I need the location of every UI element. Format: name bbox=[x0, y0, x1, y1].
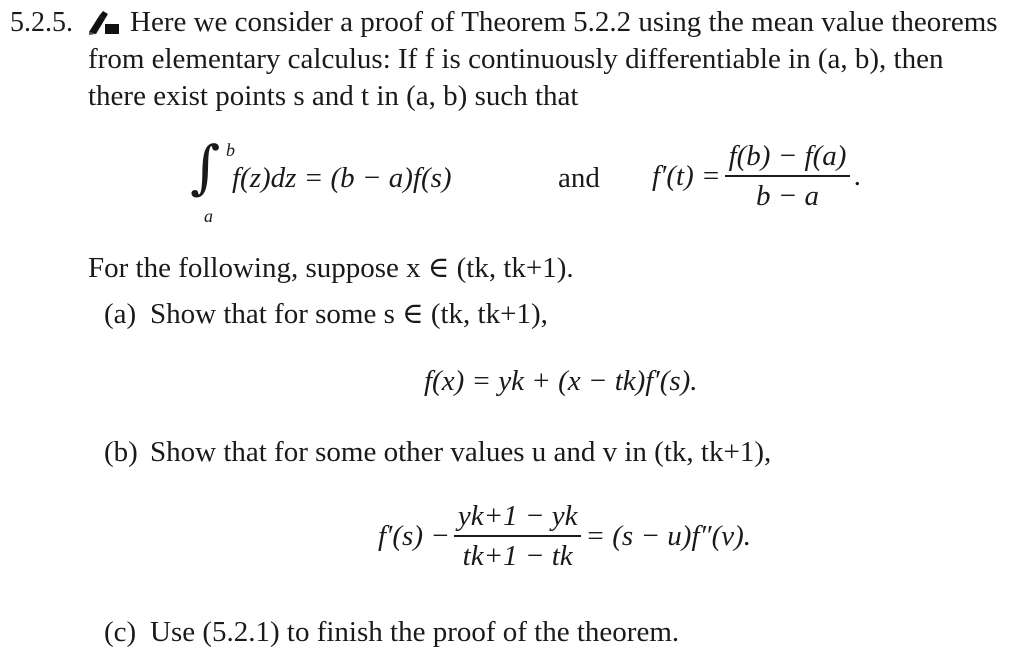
exercise-number: 5.2.5. bbox=[10, 7, 73, 38]
eq1-fraction bbox=[725, 140, 851, 212]
eq1-left-side: f(z)dz = (b − a)f(s) bbox=[232, 162, 452, 194]
part-b-label: (b) bbox=[104, 436, 138, 468]
part-c-text: Use (5.2.1) to finish the proof of the theorem. bbox=[150, 616, 680, 648]
part-b-fraction-numerator: yk+1 − yk bbox=[454, 500, 582, 537]
eq1-fraction-numerator: f(b) − f(a) bbox=[725, 140, 851, 177]
part-a-label: (a) bbox=[104, 298, 137, 330]
part-b-eq-lhs: f′(s) − bbox=[378, 519, 450, 552]
part-a-equation: f(x) = yk + (x − tk)f′(s). bbox=[424, 365, 698, 397]
integral-upper-limit: b bbox=[226, 140, 235, 160]
suppose-line: For the following, suppose x ∈ (tk, tk+1). bbox=[88, 252, 574, 284]
pencil-icon bbox=[87, 10, 121, 36]
integral-sign: ∫ bbox=[190, 133, 221, 201]
intro-line-2: from elementary calculus: If f is continuously differentiable in (a, b), then bbox=[88, 43, 944, 75]
eq1-and: and bbox=[558, 162, 600, 194]
eq1-right-side bbox=[652, 140, 862, 212]
eq1-period: . bbox=[854, 159, 862, 192]
part-b-text: Show that for some other values u and v in (tk, tk+1), bbox=[150, 436, 772, 468]
part-b-eq-rhs: = (s − u)f″(v). bbox=[585, 519, 752, 552]
eq1-fraction-denominator: b − a bbox=[755, 180, 820, 212]
part-a-text: Show that for some s ∈ (tk, tk+1), bbox=[150, 298, 548, 330]
intro-line-3: there exist points s and t in (a, b) such that bbox=[88, 80, 579, 112]
intro-line-1: Here we consider a proof of Theorem 5.2.2 using the mean value theorems bbox=[130, 6, 998, 38]
part-b-fraction bbox=[454, 500, 582, 572]
integral-lower-limit: a bbox=[204, 206, 213, 226]
part-c-label: (c) bbox=[104, 616, 137, 648]
part-b-fraction-denominator: tk+1 − tk bbox=[462, 540, 573, 572]
eq1-right-lhs: f′(t) = bbox=[652, 159, 721, 192]
part-b-equation bbox=[378, 500, 751, 572]
